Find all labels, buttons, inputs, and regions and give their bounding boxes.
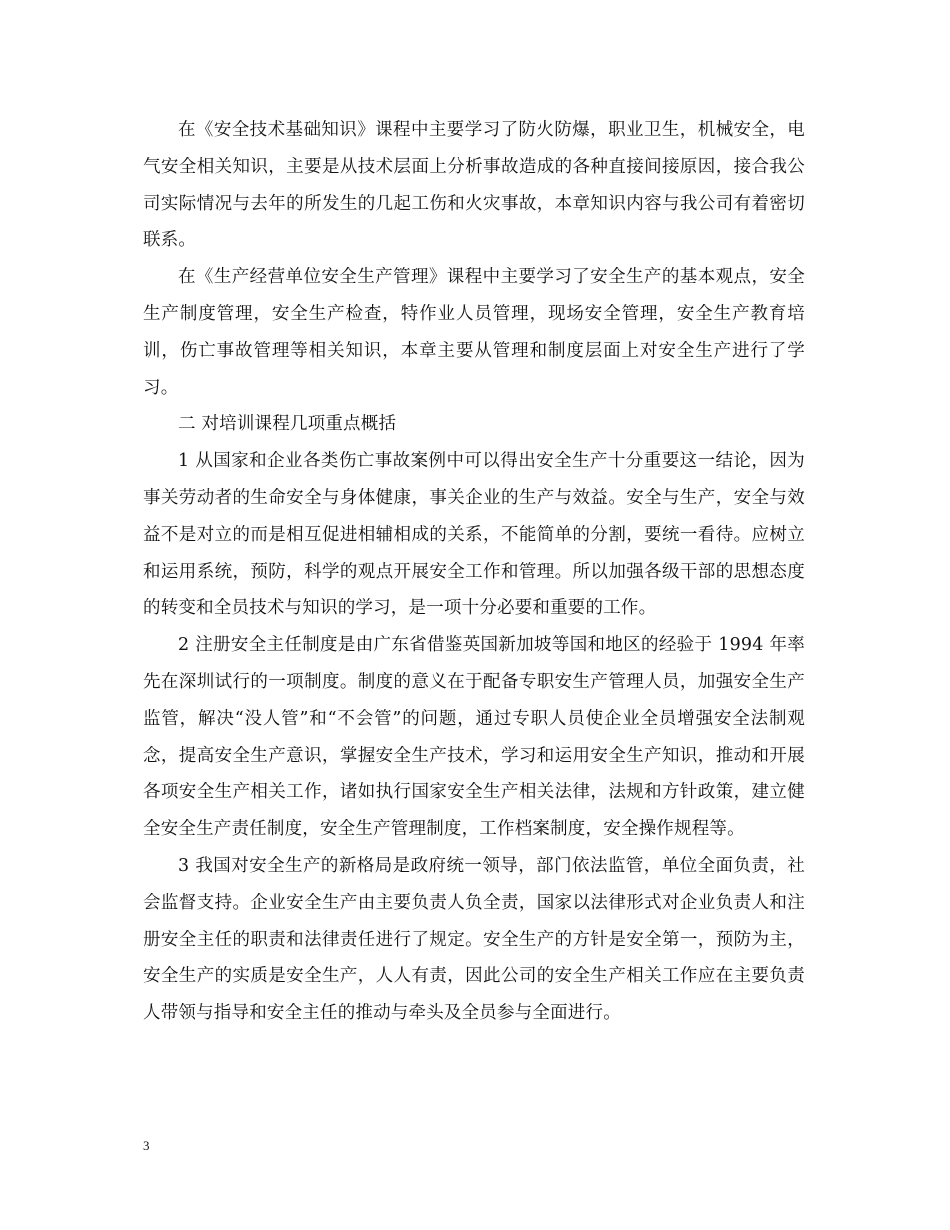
paragraph-safety-management-course: 在《生产经营单位安全生产管理》课程中主要学习了安全生产的基本观点，安全生产制度管理，安全生产检查，特作业人员管理，现场安全管理，安全生产教育培训，伤亡事故管理等相关知识，本章主要从管理和制度层面上对安全生产进行了学习。: [143, 267, 805, 398]
paragraph-safety-tech-course: 在《安全技术基础知识》课程中主要学习了防火防爆，职业卫生，机械安全，电气安全相关知识，主要是从技术层面上分析事故造成的各种直接间接原因，接合我公司实际情况与去年的所发生的几起工伤和火灾事故，本章知识内容与我公司有着密切联系。: [143, 120, 805, 251]
paragraph-point-1: 1 从国家和企业各类伤亡事故案例中可以得出安全生产十分重要这一结论，因为事关劳动者的生命安全与身体健康，事关企业的生产与效益。安全与生产，安全与效益不是对立的而是相互促进相辅相成的关系，不能简单的分割，要统一看待。应树立和运用系统，预防，科学的观点开展安全工作和管理。所以加强各级干部的思想态度的转变和全员技术与知识的学习，是一项十分必要和重要的工作。: [143, 451, 805, 619]
paragraph-point-2: 2 注册安全主任制度是由广东省借鉴英国新加坡等国和地区的经验于 1994 年率先在深圳试行的一项制度。制度的意义在于配备专职安生产管理人员，加强安全生产监管，解决“没人管”和“不会管”的问题，通过专职人员使企业全员增强安全法制观念，提高安全生产意识，掌握安全生产技术，学习和运用安全生产知识，推动和开展各项安全生产相关工作，诸如执行国家安全生产相关法律，法规和方针政策，建立健全安全生产责任制度，安全生产管理制度，工作档案制度，安全操作规程等。: [143, 635, 805, 840]
page-number: 3: [143, 1138, 150, 1153]
document-body: [143, 112, 805, 1032]
paragraph-point-3: 3 我国对安全生产的新格局是政府统一领导，部门依法监管，单位全面负责，社会监督支持。企业安全生产由主要负责人负全责，国家以法律形式对企业负责人和注册安全主任的职责和法律责任进行了规定。安全生产的方针是安全第一，预防为主，安全生产的实质是安全生产，人人有责，因此公司的安全生产相关工作应在主要负责人带领与指导和安全主任的推动与牵头及全员参与全面进行。: [143, 855, 805, 1024]
section-heading-key-points: 二 对培训课程几项重点概括: [178, 414, 397, 435]
